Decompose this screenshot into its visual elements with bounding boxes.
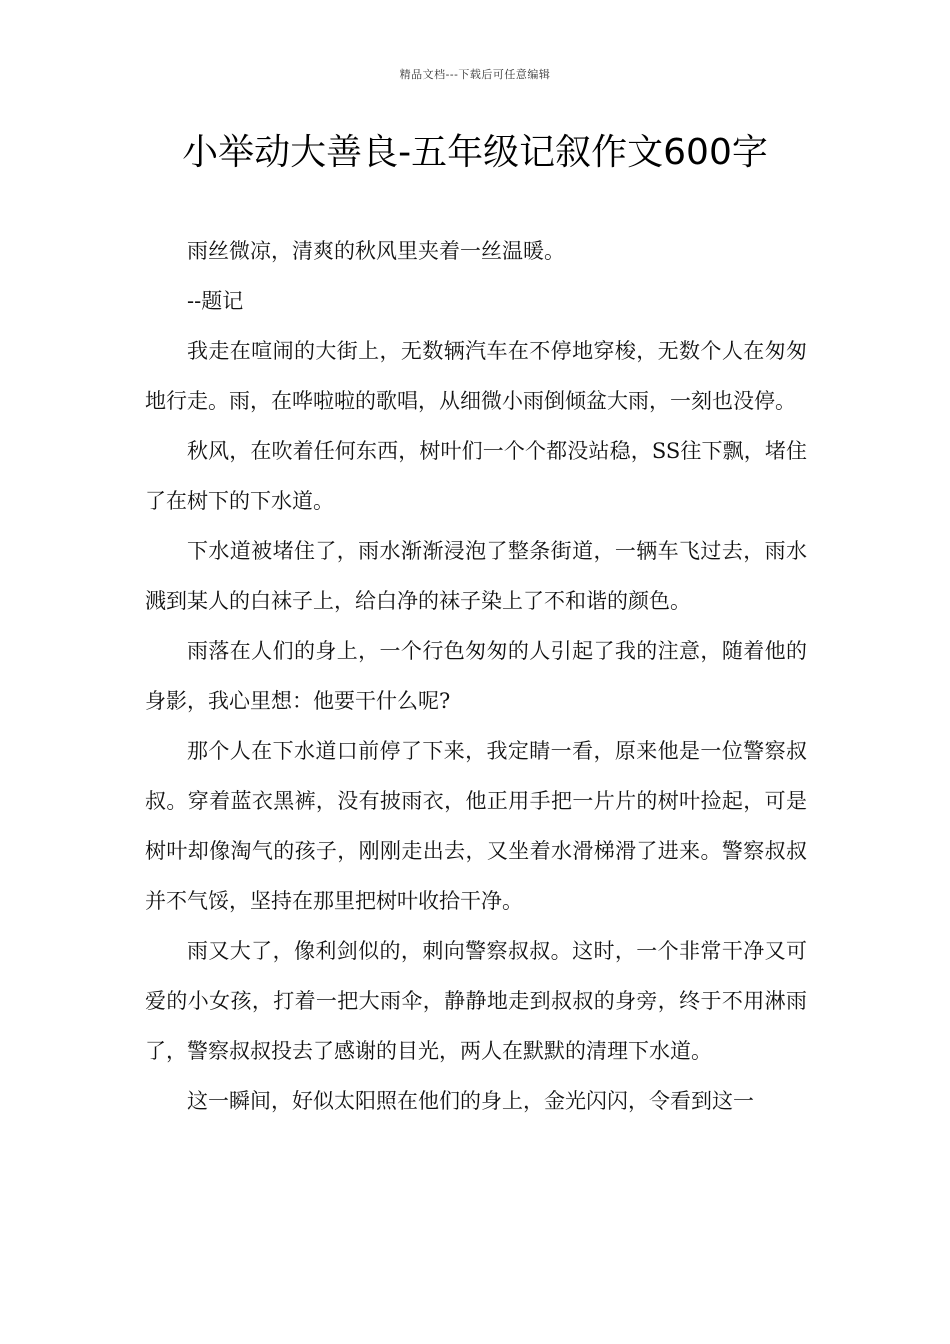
- paragraph: 雨落在人们的身上，一个行色匆匆的人引起了我的注意，随着他的身影，我心里想：他要干什么呢?: [145, 639, 807, 713]
- document-body: [145, 226, 807, 1126]
- paragraph: 雨又大了，像利剑似的，刺向警察叔叔。这时，一个非常干净又可爱的小女孩，打着一把大雨伞，静静地走到叔叔的身旁，终于不用淋雨了，警察叔叔投去了感谢的目光，两人在默默的清理下水道。: [145, 939, 807, 1063]
- paragraph: 这一瞬间，好似太阳照在他们的身上，金光闪闪，令看到这一: [187, 1089, 754, 1113]
- paragraph-epigraph-attribution: --题记: [187, 289, 244, 313]
- paragraph: 那个人在下水道口前停了下来，我定睛一看，原来他是一位警察叔叔。穿着蓝衣黑裤，没有披雨衣，他正用手把一片片的树叶捡起，可是树叶却像淘气的孩子，刚刚走出去，又坐着水滑梯滑了进来。警察叔叔并不气馁，坚持在那里把树叶收拾干净。: [145, 739, 807, 913]
- paragraph: 秋风，在吹着任何东西，树叶们一个个都没站稳，SS往下飘，堵住了在树下的下水道。: [145, 439, 807, 513]
- paragraph: 下水道被堵住了，雨水渐渐浸泡了整条街道，一辆车飞过去，雨水溅到某人的白袜子上，给白净的袜子染上了不和谐的颜色。: [145, 539, 807, 613]
- header-note: 精品文档---下载后可任意编辑: [399, 68, 551, 81]
- paragraph: 我走在喧闹的大街上，无数辆汽车在不停地穿梭，无数个人在匆匆地行走。雨，在哗啦啦的歌唱，从细微小雨倒倾盆大雨，一刻也没停。: [145, 339, 807, 413]
- document-title: 小举动大善良-五年级记叙作文600字: [182, 132, 768, 173]
- paragraph-epigraph: 雨丝微凉，清爽的秋风里夹着一丝温暖。: [187, 239, 565, 263]
